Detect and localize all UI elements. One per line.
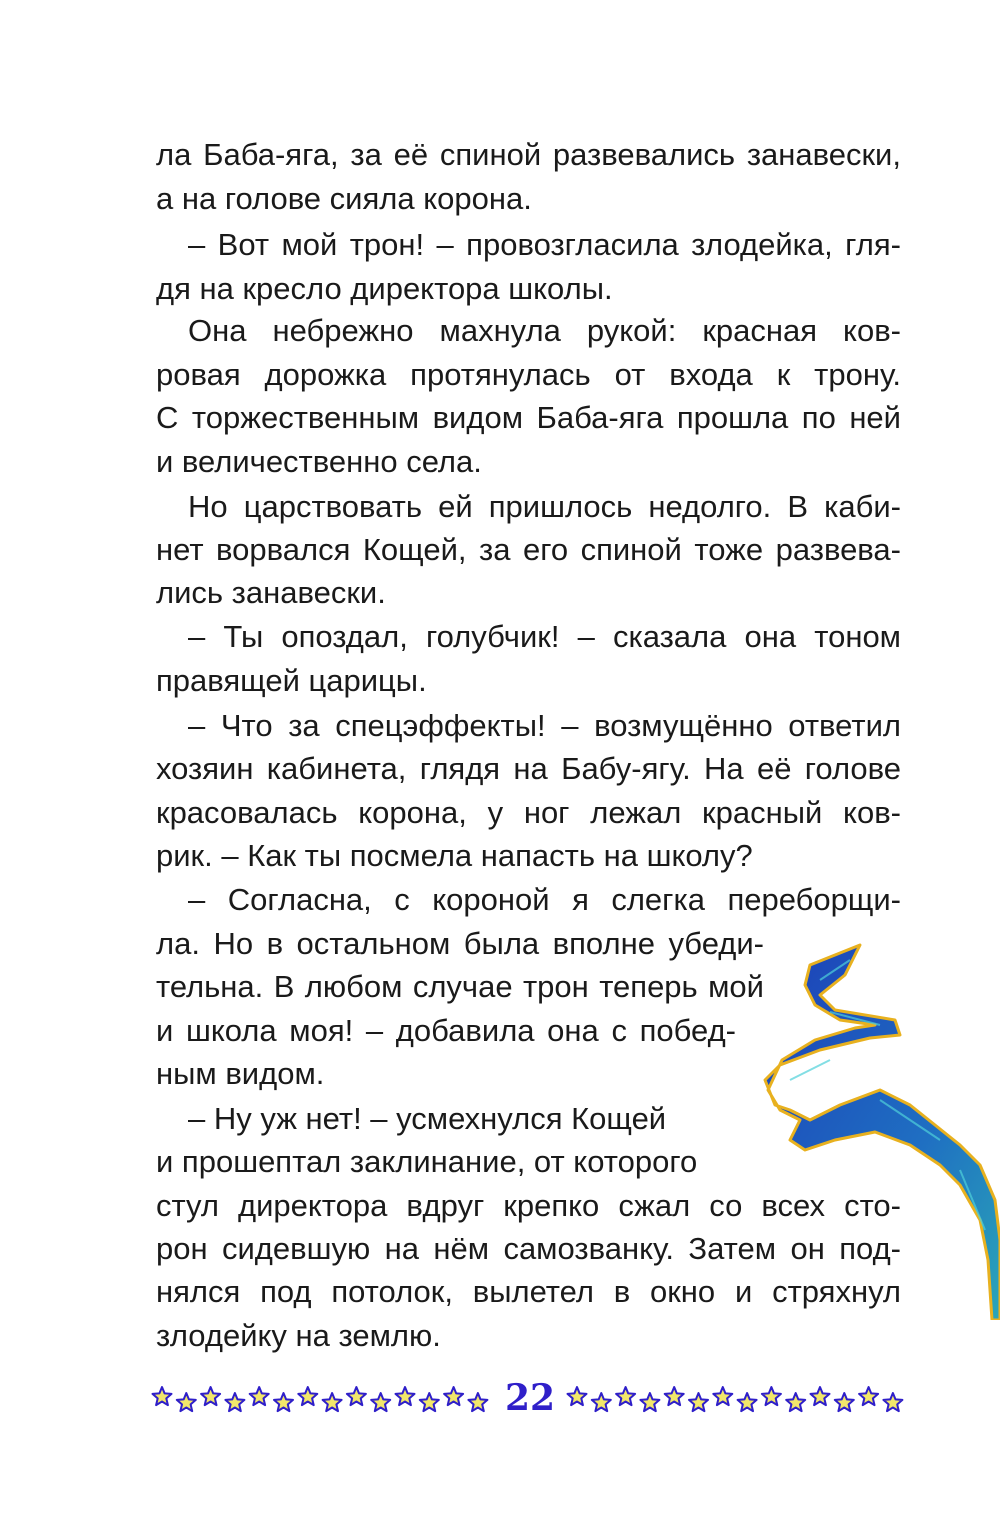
text-line: С торжественным видом Баба-яга прошла по ней bbox=[156, 400, 901, 435]
ribbon-icon bbox=[760, 940, 1000, 1320]
text-line: – Согласна, с короной я слегка переборщи- bbox=[188, 882, 901, 917]
text-line: нет ворвался Кощей, за его спиной тоже развева- bbox=[156, 532, 901, 567]
star-icon bbox=[568, 1387, 587, 1405]
star-icon bbox=[616, 1387, 635, 1405]
page-footer bbox=[150, 1370, 910, 1430]
text-line: и прошептал заклинание, от которого bbox=[156, 1144, 698, 1179]
text-line: Но царствовать ей пришлось недолго. В каби- bbox=[188, 489, 901, 524]
star-icon bbox=[811, 1387, 830, 1405]
star-icon bbox=[713, 1387, 732, 1405]
text-line: лись занавески. bbox=[156, 575, 386, 610]
star-icon bbox=[640, 1393, 659, 1411]
text-line: стул директора вдруг крепко сжал со всех сто- bbox=[156, 1188, 901, 1223]
text-line: ла Баба-яга, за её спиной развевались занавески, bbox=[156, 137, 901, 172]
text-line: и школа моя! – добавила она с побед- bbox=[156, 1013, 736, 1048]
text-line: ровая дорожка протянулась от входа к трону. bbox=[156, 357, 901, 392]
star-icon bbox=[738, 1393, 757, 1411]
text-line: рик. – Как ты посмела напасть на школу? bbox=[156, 838, 753, 873]
star-icon bbox=[883, 1393, 902, 1411]
text-line: дя на кресло директора школы. bbox=[156, 271, 613, 306]
text-line: – Вот мой трон! – провозгласила злодейка, гля- bbox=[188, 227, 901, 262]
text-line: нялся под потолок, вылетел в окно и стряхнул bbox=[156, 1274, 901, 1309]
star-icon bbox=[762, 1387, 781, 1405]
star-icon bbox=[665, 1387, 684, 1405]
star-icon bbox=[689, 1393, 708, 1411]
text-line: ла. Но в остальном была вполне убеди- bbox=[156, 926, 764, 961]
text-line: злодейку на землю. bbox=[156, 1318, 441, 1353]
text-line: рон сидевшую на нём самозванку. Затем он под- bbox=[156, 1231, 901, 1266]
text-line: правящей царицы. bbox=[156, 663, 427, 698]
star-icon bbox=[786, 1393, 805, 1411]
text-line: ным видом. bbox=[156, 1056, 325, 1091]
text-line: и величественно села. bbox=[156, 444, 482, 479]
text-line: а на голове сияла корона. bbox=[156, 181, 532, 216]
text-line: – Ну уж нет! – усмехнулся Кощей bbox=[188, 1101, 667, 1136]
star-icon bbox=[859, 1387, 878, 1405]
text-line: – Ты опоздал, голубчик! – сказала она тоном bbox=[188, 619, 901, 654]
star-icon bbox=[835, 1393, 854, 1411]
page-number: 22 bbox=[504, 1377, 556, 1419]
star-icon bbox=[592, 1393, 611, 1411]
text-line: красовалась корона, у ног лежал красный ков- bbox=[156, 795, 901, 830]
text-line: Она небрежно махнула рукой: красная ков- bbox=[188, 313, 901, 348]
stars-divider-right bbox=[565, 1382, 910, 1418]
text-line: хозяин кабинета, глядя на Бабу-ягу. На её голове bbox=[156, 751, 901, 786]
text-line: – Что за спецэффекты! – возмущённо ответил bbox=[188, 708, 901, 743]
text-line: тельна. В любом случае трон теперь мой bbox=[156, 969, 764, 1004]
